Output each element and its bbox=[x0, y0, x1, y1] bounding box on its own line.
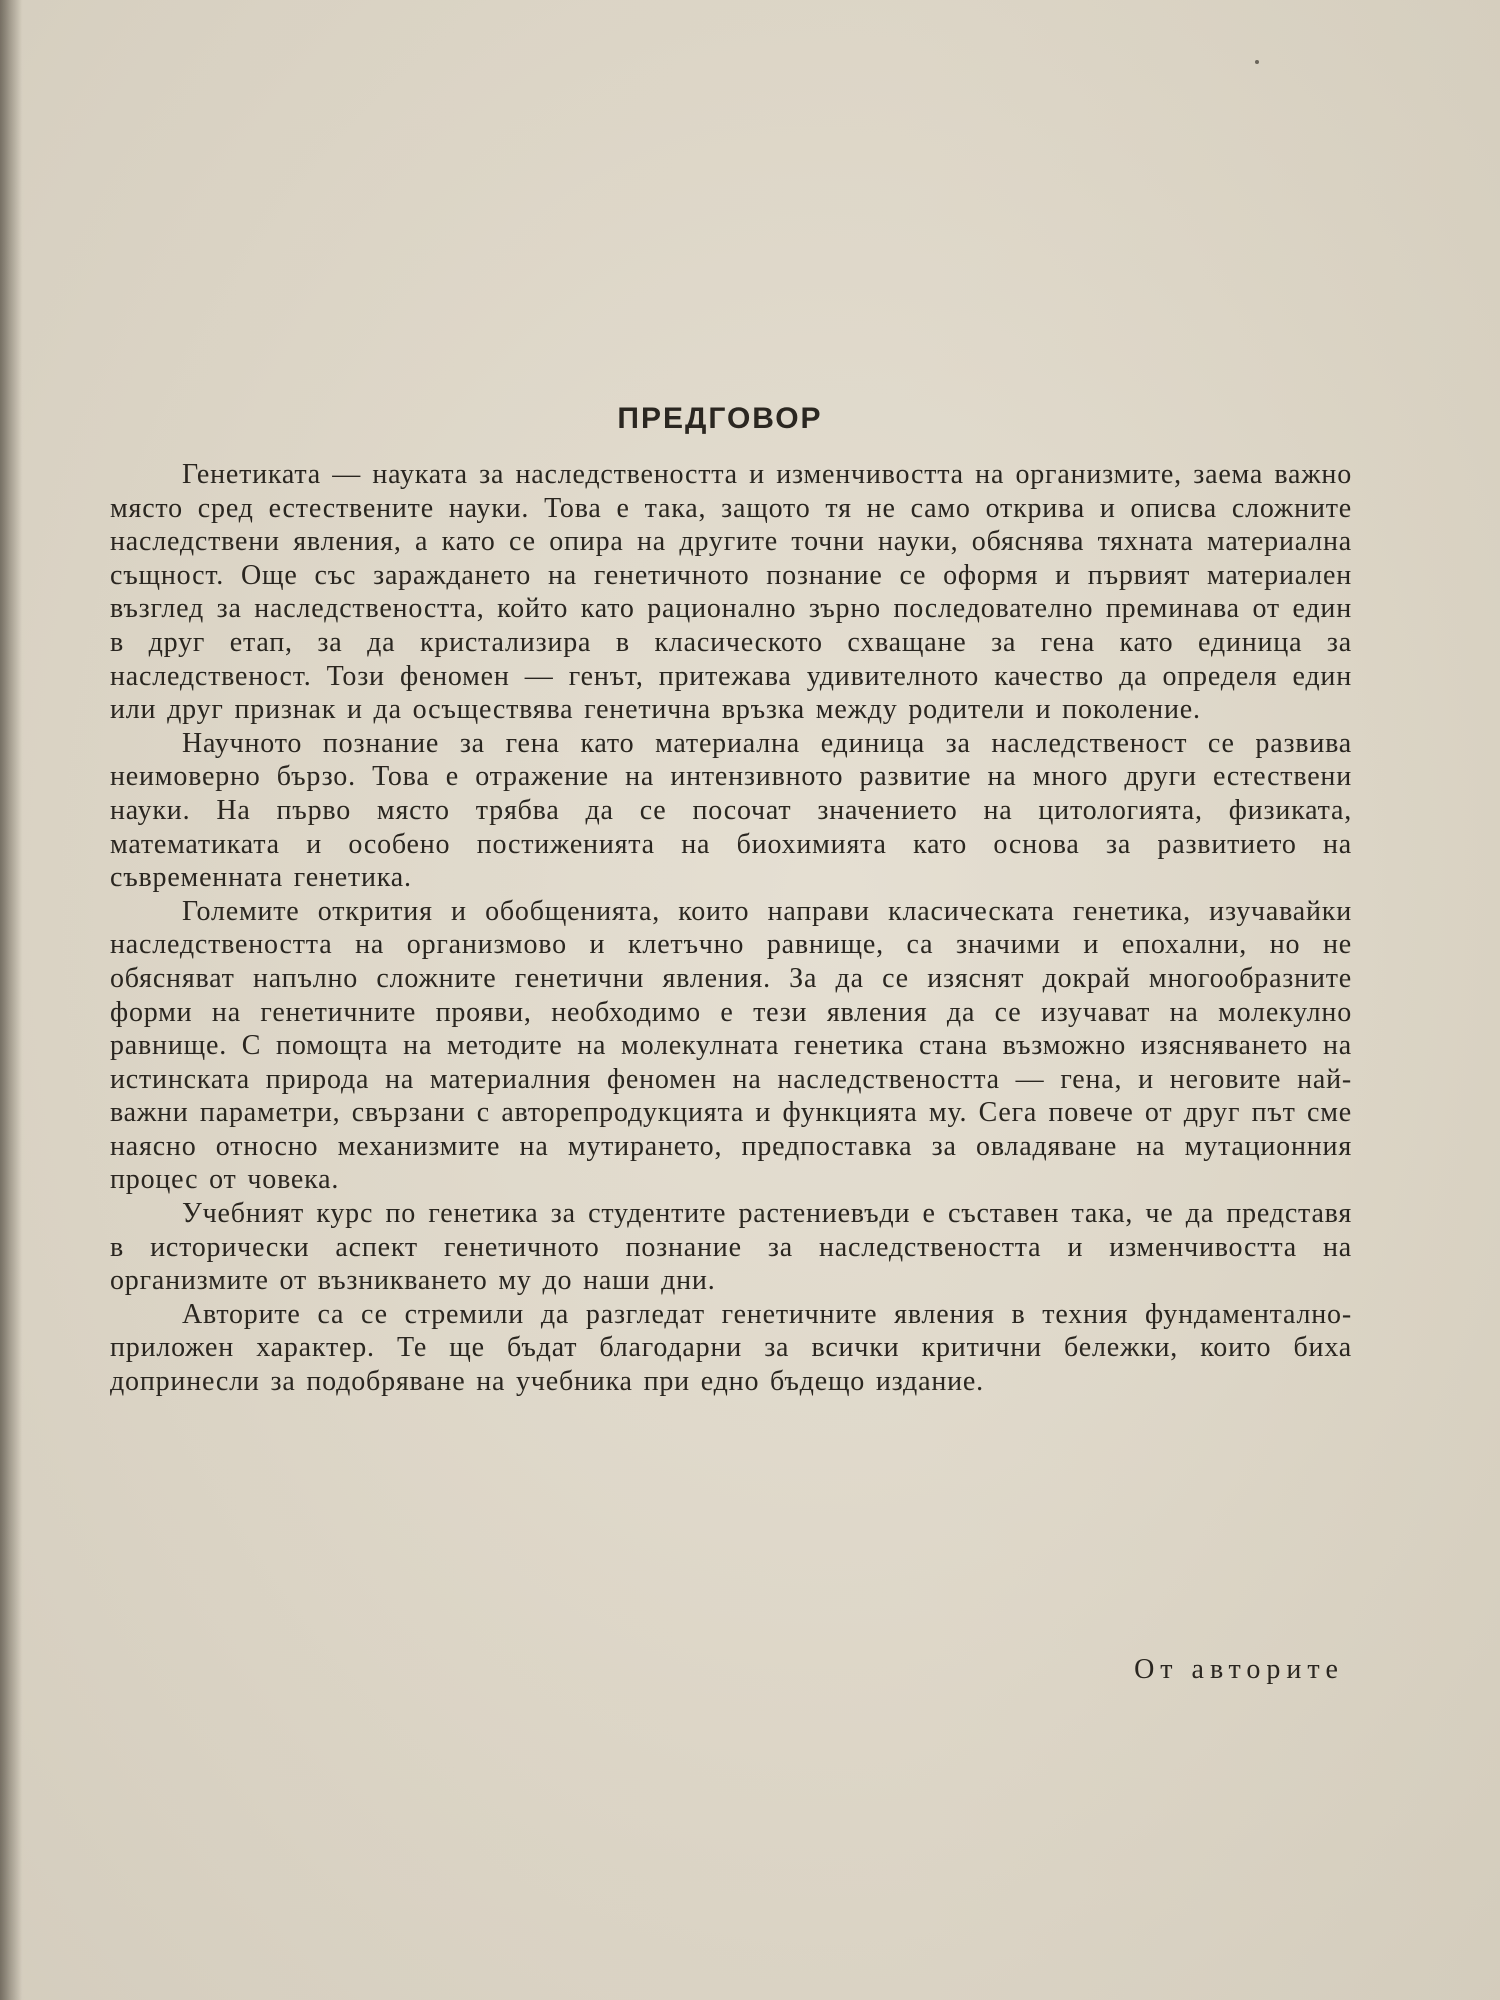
signature: От авторите bbox=[1134, 1654, 1344, 1685]
spine-shadow bbox=[0, 0, 22, 2000]
paragraph: Научното познание за гена като материална единица за наследственост се развива неимоверно бързо. Това е отражение на интензивното развитие на много други естествени науки. На първо място трябва да се посочат значението на цитологията, физиката, математиката и особено постиженията на биохимията като основа за развитието на съвременната генетика. bbox=[110, 727, 1352, 894]
preface-body bbox=[110, 458, 1352, 1399]
page-title: ПРЕДГОВОР bbox=[617, 402, 823, 435]
paper-speck bbox=[1255, 60, 1259, 64]
paragraph: Големите открития и обобщенията, които направи класическата генетика, изучавайки наследствеността на организмово и клетъчно равнище, са значими и епохални, но не обясняват напълно сложните генетични явления. За да се изяснят докрай многообразните форми на генетичните прояви, необходимо е тези явления да се изучават на молекулно равнище. С помощта на методите на молекулната генетика стана възможно изясняването на истинската природа на материалния феномен на наследствеността — гена, и неговите най-важни параметри, свързани с авторепродукцията и функцията му. Сега повече от друг път сме наясно относно механизмите на мутирането, предпоставка за овладяване на мутационния процес от човека. bbox=[110, 895, 1352, 1196]
paragraph: Учебният курс по генетика за студентите растениевъди е съставен така, че да представя в исторически аспект генетичното познание за наследствеността и изменчивостта на организмите от възникването му до наши дни. bbox=[110, 1198, 1352, 1297]
paragraph: Генетиката — науката за наследствеността и изменчивостта на организмите, заема важно място сред естествените науки. Това е така, защото тя не само открива и описва сложните наследствени явления, а като се опира на другите точни науки, обяснява тяхната материална същност. Още със зараждането на генетичното познание се оформя и първият материален възглед за наследствеността, който като рационално зърно последователно преминава от един в друг етап, за да кристализира в класическото схващане за гена като единица за наследственост. Този феномен — генът, притежава удивителното качество да определя един или друг признак и да осъществява генетична връзка между родители и поколение. bbox=[110, 459, 1352, 726]
paragraph: Авторите са се стремили да разгледат генетичните явления в техния фундаментално-приложен характер. Те ще бъдат благодарни за всички критични бележки, които биха допринесли за подобряване на учебника при едно бъдещо издание. bbox=[110, 1298, 1352, 1398]
